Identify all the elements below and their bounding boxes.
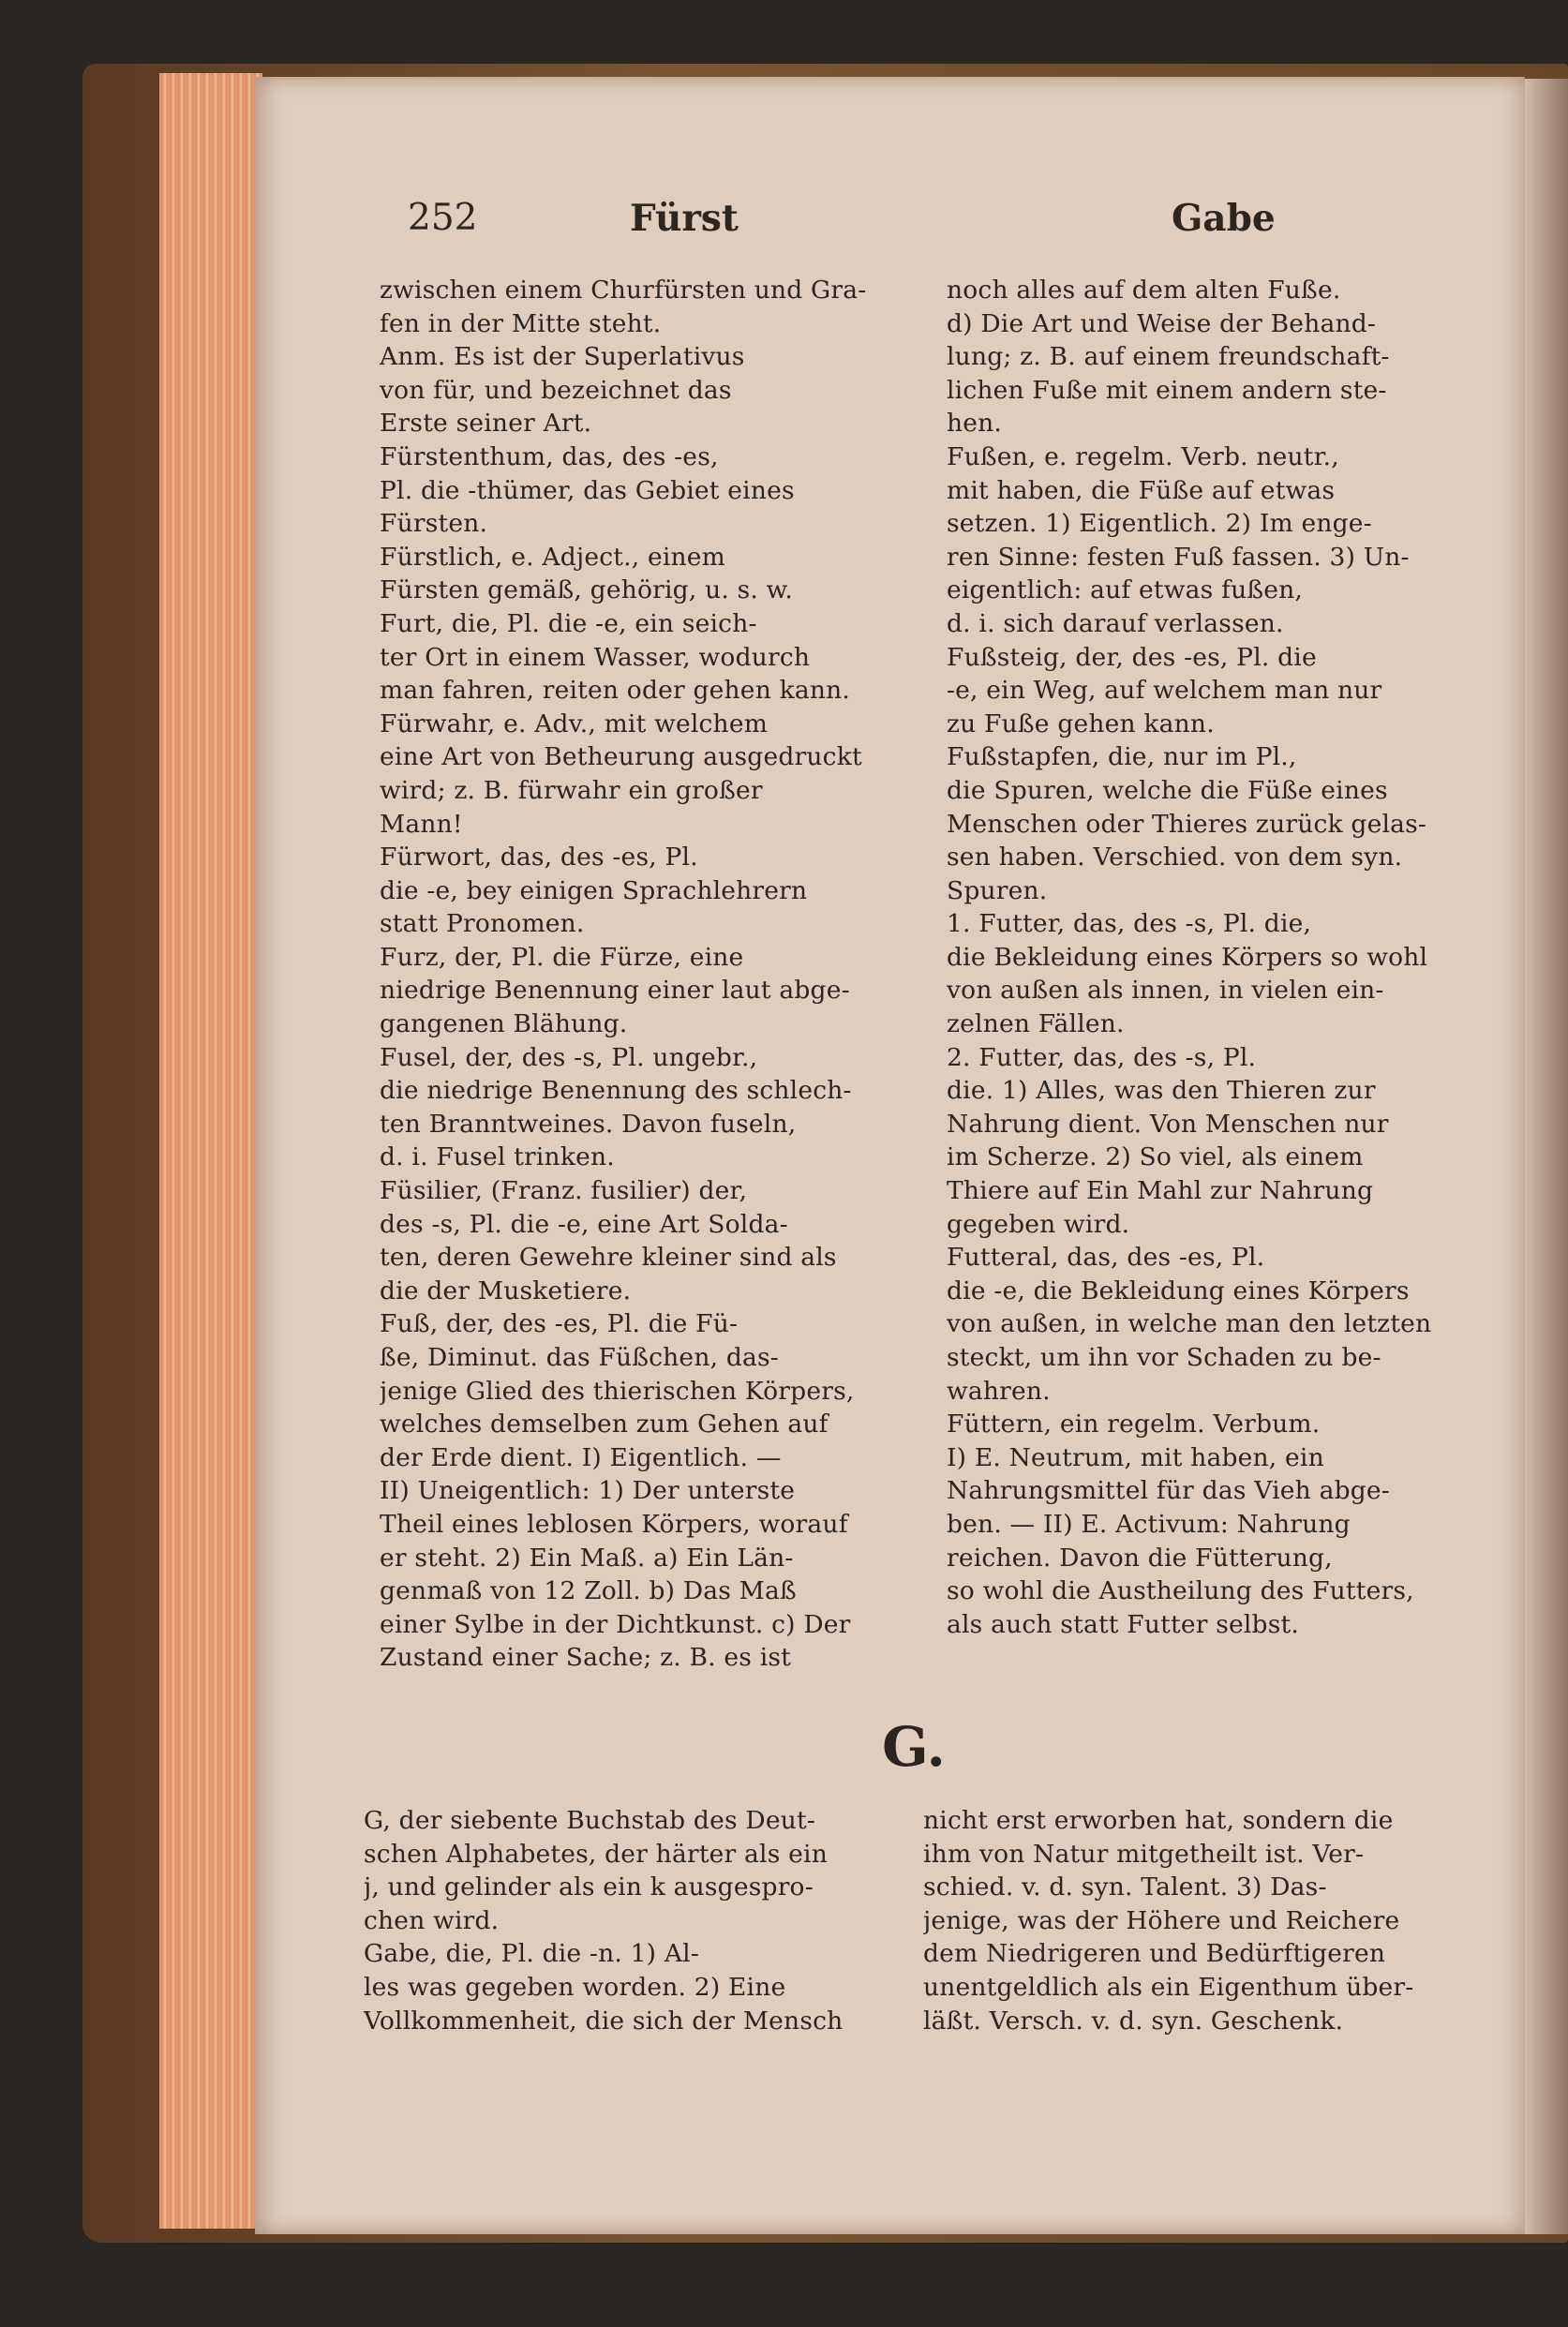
text-line: ten Branntweines. Davon fuseln, <box>380 1109 797 1139</box>
text-line: Anm. Es ist der Superlativus <box>380 342 745 372</box>
text-line: I) E. Neutrum, mit haben, ein <box>947 1442 1324 1472</box>
text-line: schen Alphabetes, der härter als ein <box>364 1839 828 1869</box>
page-gutter <box>1525 79 1568 2234</box>
text-line: gegeben wird. <box>947 1209 1130 1239</box>
text-line: chen wird. <box>364 1905 500 1935</box>
text-line: d) Die Art und Weise der Behand- <box>947 308 1377 338</box>
section-letter: G. <box>882 1715 946 1779</box>
text-line: die niedrige Benennung des schlech- <box>380 1076 852 1106</box>
text-line: wird; z. B. fürwahr ein großer <box>380 775 763 805</box>
text-line: ben. — II) E. Activum: Nahrung <box>947 1509 1351 1539</box>
text-line: ße, Diminut. das Füßchen, das- <box>380 1343 779 1372</box>
text-line: Füttern, ein regelm. Verbum. <box>947 1410 1321 1439</box>
text-line: der Erde dient. I) Eigentlich. — <box>380 1442 782 1472</box>
text-line: Furz, der, Pl. die Fürze, eine <box>380 942 744 972</box>
text-line: G, der siebente Buchstab des Deut- <box>364 1806 815 1835</box>
text-line: Pl. die -thümer, das Gebiet eines <box>380 475 795 505</box>
text-line: genmaß von 12 Zoll. b) Das Maß <box>380 1576 797 1606</box>
text-line: jenige, was der Höhere und Reichere <box>923 1905 1400 1935</box>
text-line: man fahren, reiten oder gehen kann. <box>380 676 850 706</box>
text-line: fen in der Mitte steht. <box>380 308 662 338</box>
text-line: Fußsteig, der, des -es, Pl. die <box>947 642 1317 672</box>
text-line: die. 1) Alles, was den Thieren zur <box>947 1076 1376 1106</box>
text-line: wahren. <box>947 1376 1051 1406</box>
text-line: Fusel, der, des -s, Pl. ungebr., <box>380 1042 758 1072</box>
text-line: Nahrung dient. Von Menschen nur <box>947 1109 1389 1139</box>
text-line: II) Uneigentlich: 1) Der unterste <box>380 1476 796 1506</box>
text-line: Zustand einer Sache; z. B. es ist <box>380 1643 792 1673</box>
text-line: mit haben, die Füße auf etwas <box>947 475 1336 505</box>
text-line: jenige Glied des thierischen Körpers, <box>380 1376 855 1406</box>
text-line: 1. Futter, das, des -s, Pl. die, <box>947 909 1312 939</box>
text-line: reichen. Davon die Fütterung, <box>947 1543 1333 1573</box>
text-line: Erste seiner Art. <box>380 409 592 439</box>
text-line: Thiere auf Ein Mahl zur Nahrung <box>947 1176 1374 1206</box>
text-line: zelnen Fällen. <box>947 1009 1125 1039</box>
text-line: läßt. Versch. v. d. syn. Geschenk. <box>923 2006 1344 2036</box>
text-line: Vollkommenheit, die sich der Mensch <box>364 2006 844 2036</box>
text-line: Nahrungsmittel für das Vieh abge- <box>947 1476 1390 1506</box>
text-line: zu Fuße gehen kann. <box>947 709 1215 738</box>
column-bottom-left <box>364 1804 893 2037</box>
text-line: hen. <box>947 409 1003 439</box>
text-line: schied. v. d. syn. Talent. 3) Das- <box>923 1872 1327 1902</box>
text-line: Fürsten. <box>380 509 488 539</box>
text-line: steckt, um ihn vor Schaden zu be- <box>947 1343 1381 1372</box>
text-line: des -s, Pl. die -e, eine Art Solda- <box>380 1209 788 1239</box>
text-line: statt Pronomen. <box>380 909 585 939</box>
text-line: Fußen, e. regelm. Verb. neutr., <box>947 441 1339 471</box>
text-line: unentgeldlich als ein Eigenthum über- <box>923 1972 1414 2002</box>
text-line: Fürwahr, e. Adv., mit welchem <box>380 709 769 738</box>
text-line: Gabe, die, Pl. die -n. 1) Al- <box>364 1939 699 1969</box>
column-left <box>380 274 909 1675</box>
text-line: Fußstapfen, die, nur im Pl., <box>947 742 1297 772</box>
text-line: die Bekleidung eines Körpers so wohl <box>947 942 1428 972</box>
text-line: die -e, bey einigen Sprachlehrern <box>380 875 808 905</box>
text-line: Theil eines leblosen Körpers, worauf <box>380 1509 848 1539</box>
text-line: Mann! <box>380 809 463 839</box>
text-line: gangenen Blähung. <box>380 1009 628 1039</box>
running-head-right: Gabe <box>1172 197 1276 240</box>
text-line: dem Niedrigeren und Bedürftigeren <box>923 1939 1386 1969</box>
column-right <box>947 274 1476 1641</box>
text-line: ter Ort in einem Wasser, wodurch <box>380 642 811 672</box>
text-line: nicht erst erworben hat, sondern die <box>923 1806 1394 1835</box>
text-line: eine Art von Betheurung ausgedruckt <box>380 742 862 772</box>
text-line: 2. Futter, das, des -s, Pl. <box>947 1042 1257 1072</box>
text-line: von für, und bezeichnet das <box>380 375 732 405</box>
text-line: ren Sinne: festen Fuß fassen. 3) Un- <box>947 542 1410 572</box>
text-line: einer Sylbe in der Dichtkunst. c) Der <box>380 1609 851 1639</box>
text-line: Menschen oder Thieres zurück gelas- <box>947 809 1427 839</box>
text-line: -e, ein Weg, auf welchem man nur <box>947 676 1382 706</box>
text-line: im Scherze. 2) So viel, als einem <box>947 1142 1364 1172</box>
text-line: so wohl die Austheilung des Futters, <box>947 1576 1414 1606</box>
running-head-left: Fürst <box>630 197 739 240</box>
text-line: Fürstlich, e. Adject., einem <box>380 542 726 572</box>
text-line: ten, deren Gewehre kleiner sind als <box>380 1243 837 1273</box>
page-number: 252 <box>408 197 478 239</box>
text-line: Fürsten gemäß, gehörig, u. s. w. <box>380 575 794 605</box>
text-line: Futteral, das, des -es, Pl. <box>947 1243 1265 1273</box>
text-line: die Spuren, welche die Füße eines <box>947 775 1388 805</box>
text-line: er steht. 2) Ein Maß. a) Ein Län- <box>380 1543 794 1573</box>
text-line: Fürwort, das, des -es, Pl. <box>380 843 698 873</box>
page-edges <box>159 73 262 2229</box>
text-line: j, und gelinder als ein k ausgespro- <box>364 1872 814 1902</box>
column-bottom-right <box>923 1804 1453 2037</box>
text-line: Fürstenthum, das, des -es, <box>380 441 719 471</box>
text-line: Fuß, der, des -es, Pl. die Fü- <box>380 1309 739 1339</box>
text-line: lung; z. B. auf einem freundschaft- <box>947 342 1390 372</box>
text-line: Furt, die, Pl. die -e, ein seich- <box>380 608 757 638</box>
text-line: als auch statt Futter selbst. <box>947 1609 1299 1639</box>
text-line: d. i. sich darauf verlassen. <box>947 608 1284 638</box>
text-line: lichen Fuße mit einem andern ste- <box>947 375 1387 405</box>
text-line: les was gegeben worden. 2) Eine <box>364 1972 786 2002</box>
text-line: eigentlich: auf etwas fußen, <box>947 575 1304 605</box>
text-line: niedrige Benennung einer laut abge- <box>380 976 850 1006</box>
text-line: die -e, die Bekleidung eines Körpers <box>947 1275 1410 1305</box>
text-line: welches demselben zum Gehen auf <box>380 1410 829 1439</box>
text-line: Füsilier, (Franz. fusilier) der, <box>380 1176 748 1206</box>
text-line: noch alles auf dem alten Fuße. <box>947 276 1341 305</box>
text-line: von außen, in welche man den letzten <box>947 1309 1432 1339</box>
text-line: sen haben. Verschied. von dem syn. <box>947 843 1403 873</box>
text-line: die der Musketiere. <box>380 1275 632 1305</box>
text-line: d. i. Fusel trinken. <box>380 1142 615 1172</box>
text-line: Spuren. <box>947 875 1048 905</box>
text-line: setzen. 1) Eigentlich. 2) Im enge- <box>947 509 1372 539</box>
text-line: zwischen einem Churfürsten und Gra- <box>380 276 867 305</box>
text-line: ihm von Natur mitgetheilt ist. Ver- <box>923 1839 1365 1869</box>
text-line: von außen als innen, in vielen ein- <box>947 976 1384 1006</box>
